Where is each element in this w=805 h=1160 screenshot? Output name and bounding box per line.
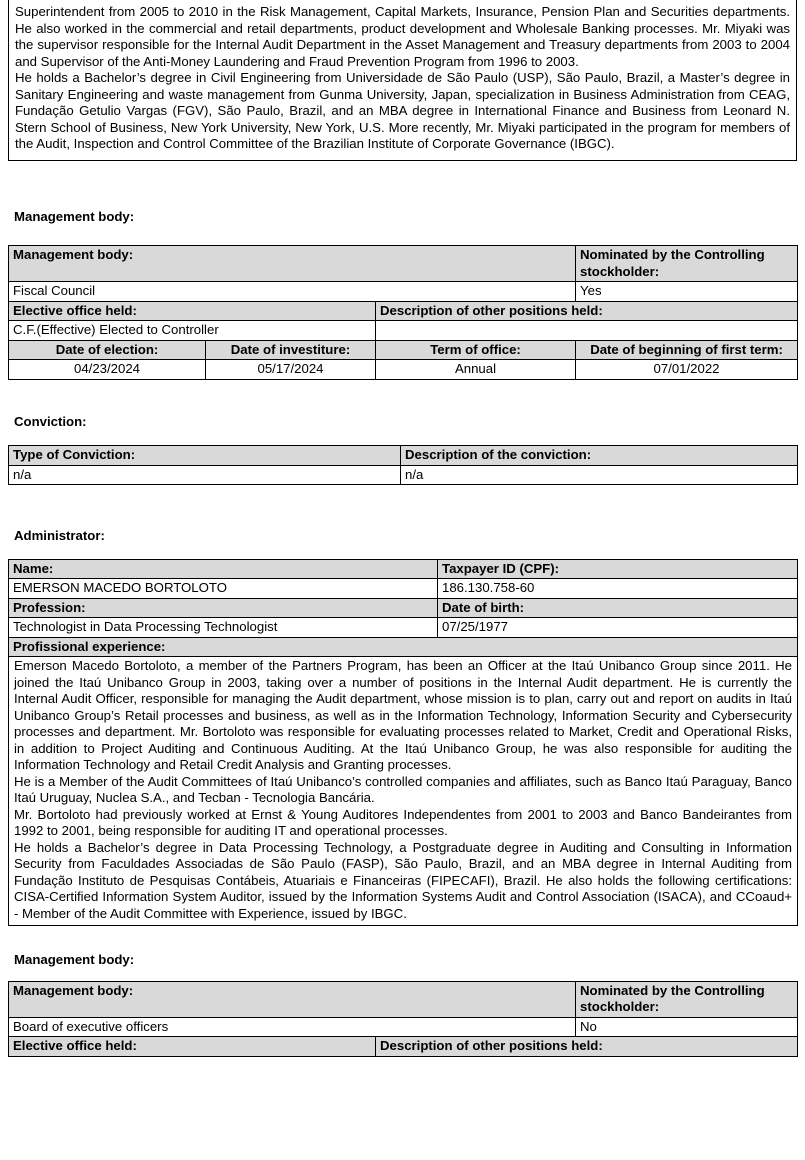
table-row (9, 657, 798, 926)
bio-paragraph-1: Superintendent from 2005 to 2010 in the Risk Management, Capital Markets, Insurance, Pension Plan and Securities departments. He also worked in the commercial and retail departments, product development and Wholesale Banking processes. Mr. Miyaki was the supervisor responsible for the Internal Audit Department in the Asset Management and Treasury departments from 2003 to 2004 and Supervisor of the Anti-Money Laundering and Fraud Prevention Program from 1996 to 2003. (15, 4, 790, 69)
experience-paragraph-3: Mr. Bortoloto had previously worked at Ernst & Young Auditores Independentes from 2001 to 2003 and Banco Bandeirantes from 1992 to 2001, being responsible for auditing IT and operational processes. (14, 806, 792, 838)
section-heading-management-body-1: Management body: (14, 208, 135, 224)
nominated-by-value: Yes (576, 282, 798, 302)
table-row (9, 981, 798, 1017)
term-of-office-header: Term of office: (376, 340, 576, 360)
date-of-election-value: 04/23/2024 (9, 360, 206, 380)
term-of-office-value: Annual (376, 360, 576, 380)
table-row (9, 340, 798, 360)
other-positions-header: Description of other positions held: (376, 301, 798, 321)
elective-office-header: Elective office held: (9, 301, 376, 321)
table-row (9, 321, 798, 341)
profession-value: Technologist in Data Processing Technologist (9, 618, 438, 638)
conviction-table (8, 445, 798, 485)
table-row (9, 246, 798, 282)
conviction-description-header: Description of the conviction: (401, 446, 798, 466)
table-row (9, 618, 798, 638)
conviction-type-header: Type of Conviction: (9, 446, 401, 466)
table-row (9, 598, 798, 618)
table-row (9, 559, 798, 579)
elective-office-header: Elective office held: (9, 1037, 376, 1057)
conviction-description-value: n/a (401, 465, 798, 485)
experience-paragraph-4: He holds a Bachelor’s degree in Data Processing Technology, a Postgraduate degree in Auditing and Consulting in Information Security from Faculdades Associadas de São Paulo (FASP), São Paulo, Brazil, and an MBA degree in Internal Auditing from Fundação Instituto de Pesquisas Contábeis, Atuariais e Financeiras (FIPECAFI), Brazil. He also holds the following certifications: CISA-Certified Information System Auditor, issued by the Information Systems Audit and Control Association (ISACA), and CCoaud+ - Member of the Audit Committee with Experience, issued by IBGC. (14, 839, 792, 921)
experience-paragraph-1: Emerson Macedo Bortoloto, a member of the Partners Program, has been an Officer at the Itaú Unibanco Group since 2011. He joined the Itaú Unibanco Group in 2003, taking over a number of positions in the Internal Audit department. He is currently the Internal Audit Officer, responsible for managing the Audit department, whose mission is to plan, carry out and report on audits in Itaú Unibanco Group’s Retail processes and business, as well as in the Information Technology, Information Security and Cybersecurity processes and department. Mr. Bortoloto was responsible for evaluating processes related to Market, Credit and Operational Risks, in addition to Project Auditing and Continuous Auditing. At the Itaú Unibanco Group, he was also responsible for auditing the Information Technology and Retail Credit Analysis and Granting processes. (14, 658, 792, 772)
bio-continuation-block (8, 0, 797, 161)
first-term-value: 07/01/2022 (576, 360, 798, 380)
date-of-election-header: Date of election: (9, 340, 206, 360)
other-positions-header: Description of other positions held: (376, 1037, 798, 1057)
nominated-by-header: Nominated by the Controlling stockholder: (576, 246, 798, 282)
birth-date-value: 07/25/1977 (438, 618, 798, 638)
professional-experience-cell (9, 657, 798, 926)
name-header: Name: (9, 559, 438, 579)
table-row (9, 282, 798, 302)
table-row (9, 637, 798, 657)
experience-paragraph-2: He is a Member of the Audit Committees of Itaú Unibanco’s controlled companies and affiliates, such as Banco Itaú Paraguay, Banco Itaú Uruguay, Nuclea S.A., and Tecban - Tecnologia Bancária. (14, 773, 792, 805)
section-heading-management-body-2: Management body: (14, 952, 135, 967)
table-row (9, 301, 798, 321)
management-body-header: Management body: (9, 981, 576, 1017)
cpf-value: 186.130.758-60 (438, 579, 798, 599)
section-heading-conviction: Conviction: (14, 413, 87, 429)
name-value: EMERSON MACEDO BORTOLOTO (9, 579, 438, 599)
table-row (9, 1037, 798, 1057)
table-row (9, 446, 798, 466)
date-of-investiture-header: Date of investiture: (206, 340, 376, 360)
date-of-investiture-value: 05/17/2024 (206, 360, 376, 380)
professional-experience-header: Profissional experience: (9, 637, 798, 657)
section-heading-administrator: Administrator: (14, 528, 105, 543)
table-row (9, 1017, 798, 1037)
management-body-value: Fiscal Council (9, 282, 576, 302)
management-body-header: Management body: (9, 246, 576, 282)
elective-office-value: C.F.(Effective) Elected to Controller (9, 321, 376, 341)
nominated-by-value: No (576, 1017, 798, 1037)
management-body-value: Board of executive officers (9, 1017, 576, 1037)
first-term-header: Date of beginning of first term: (576, 340, 798, 360)
table-row (9, 360, 798, 380)
administrator-table (8, 559, 798, 927)
nominated-by-header: Nominated by the Controlling stockholder: (576, 981, 798, 1017)
table-row (9, 579, 798, 599)
management-body-table-1 (8, 245, 798, 380)
other-positions-value (376, 321, 798, 341)
profession-header: Profession: (9, 598, 438, 618)
birth-date-header: Date of birth: (438, 598, 798, 618)
conviction-type-value: n/a (9, 465, 401, 485)
cpf-header: Taxpayer ID (CPF): (438, 559, 798, 579)
management-body-table-2 (8, 981, 798, 1057)
bio-paragraph-2: He holds a Bachelor’s degree in Civil Engineering from Universidade de São Paulo (USP), São Paulo, Brazil, a Master’s degree in Sanitary Engineering and waste management from Gunma University, Japan, specialization in Business Administration from CEAG, Fundação Getulio Vargas (FGV), São Paulo, Brazil, and an MBA degree in International Finance and Business from Leonard N. Stern School of Business, New York University, New York, U.S. More recently, Mr. Miyaki participated in the program for members of the Audit, Inspection and Control Committee of the Brazilian Institute of Corporate Governance (IBGC). (15, 70, 790, 151)
table-row (9, 465, 798, 485)
